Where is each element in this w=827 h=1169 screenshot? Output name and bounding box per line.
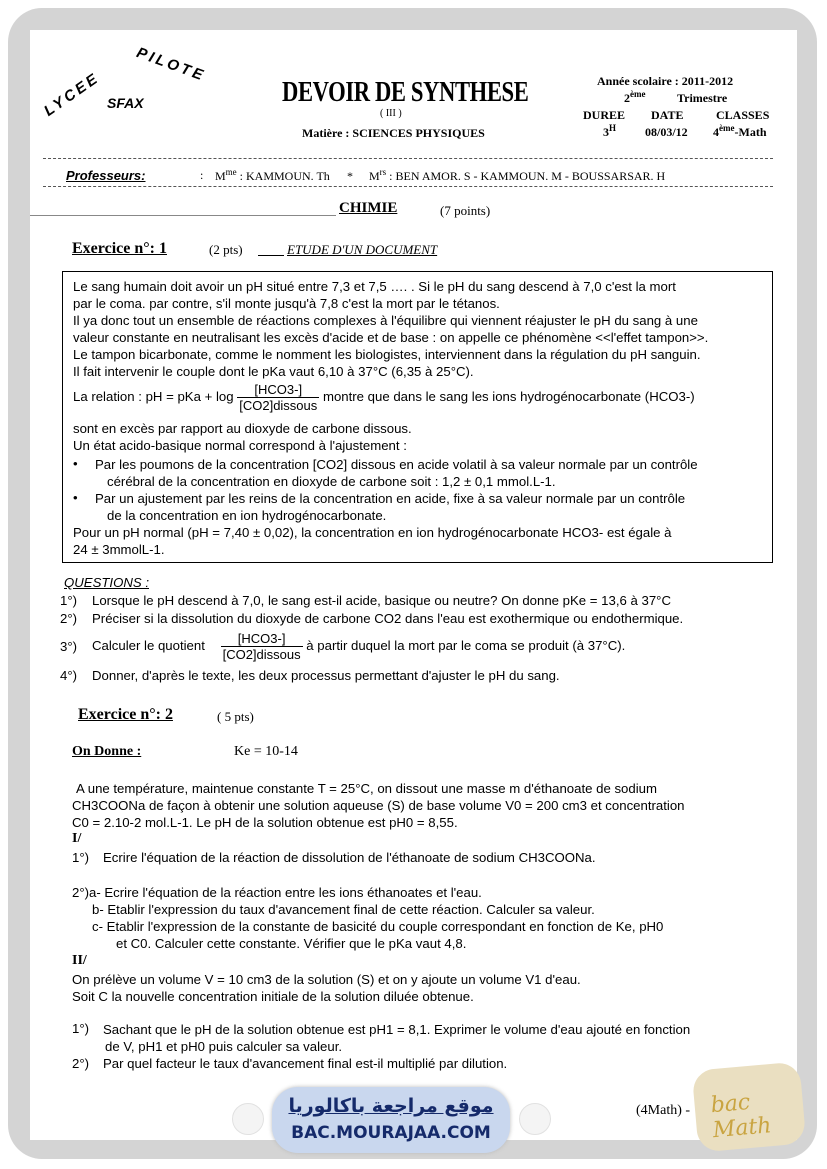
date-value: 08/03/12 [645,125,688,139]
questions-title: QUESTIONS : [64,575,149,590]
prof-2: $M^{rs}$ : BEN AMOR. S - KAMMOUN. M - BOUSSARSAR. H [369,167,666,183]
divider-bottom [43,186,773,187]
bullet-dot: • [73,456,78,471]
ex2-part2-question-2: Par quel facteur le taux d'avancement final est-il multiplié par dilution. [103,1056,508,1071]
part-2-text: On prélève un volume V = 10 cm3 de la solution (S) et on y ajoute un volume V1 d'eau. Soit C la nouvelle concentration initiale de la solution diluée obtenue. [72,972,581,1004]
doc-title: DEVOIR DE SYNTHESE [282,76,529,108]
site-banner[interactable] [272,1087,510,1153]
doc-line: sont en excès par rapport au dioxyde de carbone dissous. [73,421,412,436]
ex1-title: Exercice n°: 1 [72,240,167,257]
col-classes: CLASSES [716,108,770,122]
ke-value: Ke = 10-14 [234,744,298,759]
doc-line: Le tampon bicarbonate, comme le nomment les biologistes, interviennent dans la régulation du pH sanguin. [73,347,701,362]
profs-label: Professeurs: [66,168,146,183]
ex2-title: Exercice n°: 2 [78,706,173,723]
chimie-points: (7 points) [440,203,491,218]
doc-line: Il fait intervenir le couple dont le pKa vaut 6,10 à 37°C (6,35 à 25°C). [73,364,474,379]
doc-number: ( III ) [380,108,402,119]
doc-paragraph-2 [73,420,412,454]
divider-top [43,158,773,159]
ex1-subtitle-rule [258,255,284,256]
ex1-subtitle: ETUDE D'UN DOCUMENT [287,242,438,257]
chimie-rule [30,215,336,216]
question-2: Préciser si la dissolution du dioxyde de carbone CO2 dans l'eau est exothermique ou endothermique. [92,611,684,626]
school-year: Année scolaire : 2011-2012 [597,74,734,88]
question-3: Calculer le quotient $\frac{\text{[HCO3-]}}{\text{[CO2]dissous}}$ à partir duquel la mort par le coma se produit (à 37°C). [92,631,626,662]
duree-value: $3^H$ [603,123,617,139]
q3-fraction: $\frac{\text{[HCO3-]}}{\text{[CO2]dissous}}$ [222,631,301,662]
doc-final: Pour un pH normal (pH = 7,40 ± 0,02), la concentration en ion hydrogénocarbonate HCO3- est égale à 24 ± 3mmolL-1. [73,525,672,557]
doc-line: par le coma. par contre, s'il monte jusqu'à 7,8 c'est la mort par le tétanos. [73,296,500,311]
school-word-1: LYCEE [40,69,104,120]
doc-paragraph [73,278,708,380]
bac-math-logo: bac Math [692,1061,807,1152]
doc-line: Le sang humain doit avoir un pH situé entre 7,3 et 7,5 …. . Si le pH du sang descend à 7,0 c'est la mort [73,279,676,294]
profs-colon: : [200,168,204,182]
q-number: 1°) [72,850,89,865]
part-1: I/ [72,831,82,846]
doc-line: Il ya donc tout un ensemble de réactions complexes à l'équilibre qui viennent réajuster le pH du sang à une [73,313,698,328]
doc-line: Un état acido-basique normal correspond à l'ajustement : [73,438,407,453]
q-number: 3°) [60,639,77,654]
chimie-title: CHIMIE [339,200,398,216]
ex1-pts: (2 pts) [209,242,243,257]
ex2-question-1: Ecrire l'équation de la réaction de dissolution de l'éthanoate de sodium CH3COONa. [103,850,596,865]
bullet-2: Par un ajustement par les reins de la concentration en acide, fixe à sa valeur normale par un contrôle de la concentration en ion hydrogénocarbonate. [95,491,686,523]
ex2-pts: ( 5 pts) [217,709,254,724]
relation-fraction: $\frac{\text{[HCO3-]}}{\text{[CO2]dissous}}$ [239,382,318,413]
school-word-2: PILOTE [134,44,208,85]
subject: Matière : SCIENCES PHYSIQUES [302,126,485,140]
site-url[interactable]: BAC.MOURAJAA.COM [291,1123,491,1143]
q-number: 2°) [72,1056,89,1071]
ex2-part2-question-1: Sachant que le pH de la solution obtenue est pH1 = 8,1. Exprimer le volume d'eau ajouté en fonction de V, pH1 et pH0 puis calculer sa valeur. [103,1022,691,1054]
trimester-word: Trimestre [677,91,728,105]
classe-value: 4ème-Math [713,123,767,139]
on-donne: On Donne : [72,744,142,759]
col-duree: DUREE [583,108,626,122]
page-indicator: (4Math) - [636,1103,691,1118]
question-1: Lorsque le pH descend à 7,0, le sang est-il acide, basique ou neutre? On donne pKe = 13,6 à 37°C [92,593,671,608]
ex2-question-2: 2°)a- Ecrire l'équation de la réaction entre les ions éthanoates et l'eau. b- Etablir l'expression du taux d'avancement final de cette réaction. Calculer sa valeur. c- Etablir l'expression de la constante de basicité du couple correspondant en fonction de Ke, pH0 et C0. Calculer cette constante. Vérifier que le pKa vaut 4,8. [72,885,664,951]
ex2-intro: A une température, maintenue constante T = 25°C, on dissout une masse m d'éthanoate de sodium CH3COONa de façon à obtenir une solution aqueuse (S) de base volume V0 = 200 cm3 et concentration C0 = 2.10-2 mol.L-1. Le pH de la solution obtenue est pH0 = 8,55. [72,781,685,830]
question-4: Donner, d'après le texte, les deux processus permettant d'ajuster le pH du sang. [92,668,560,683]
school-word-3: SFAX [107,95,144,111]
bullet-1: Par les poumons de la concentration [CO2] dissous en acide volatil à sa valeur normale par un contrôle cérébral de la concentration en dioxyde de carbone soit : 1,2 ± 0,1 mmol.L-1. [95,457,698,489]
prof-star: * [347,169,353,183]
part-2: II/ [72,953,87,968]
doc-relation: La relation : pH = pKa + log $\frac{\text{[HCO3-]}}{\text{[CO2]dissous}}$ montre que dans le sang les ions hydrogénocarbonate (HCO3-) [73,382,695,413]
q-number: 1°) [72,1021,89,1036]
site-name-arabic[interactable]: موقع مراجعة باكالوريا [288,1095,494,1117]
trimester: 2ème [624,89,646,105]
bullet-dot: • [73,490,78,505]
prof-1: $M^{me}$ : KAMMOUN. Th [215,167,330,183]
q-number: 4°) [60,668,77,683]
right-logo-icon [519,1103,551,1135]
q-number: 2°) [60,611,77,626]
col-date: DATE [651,108,684,122]
left-logo-icon [232,1103,264,1135]
q-number: 1°) [60,593,77,608]
doc-line: valeur constante en neutralisant les excès d'acide et de base : on appelle ce phénomène <<l'effet tampon>>. [73,330,709,345]
